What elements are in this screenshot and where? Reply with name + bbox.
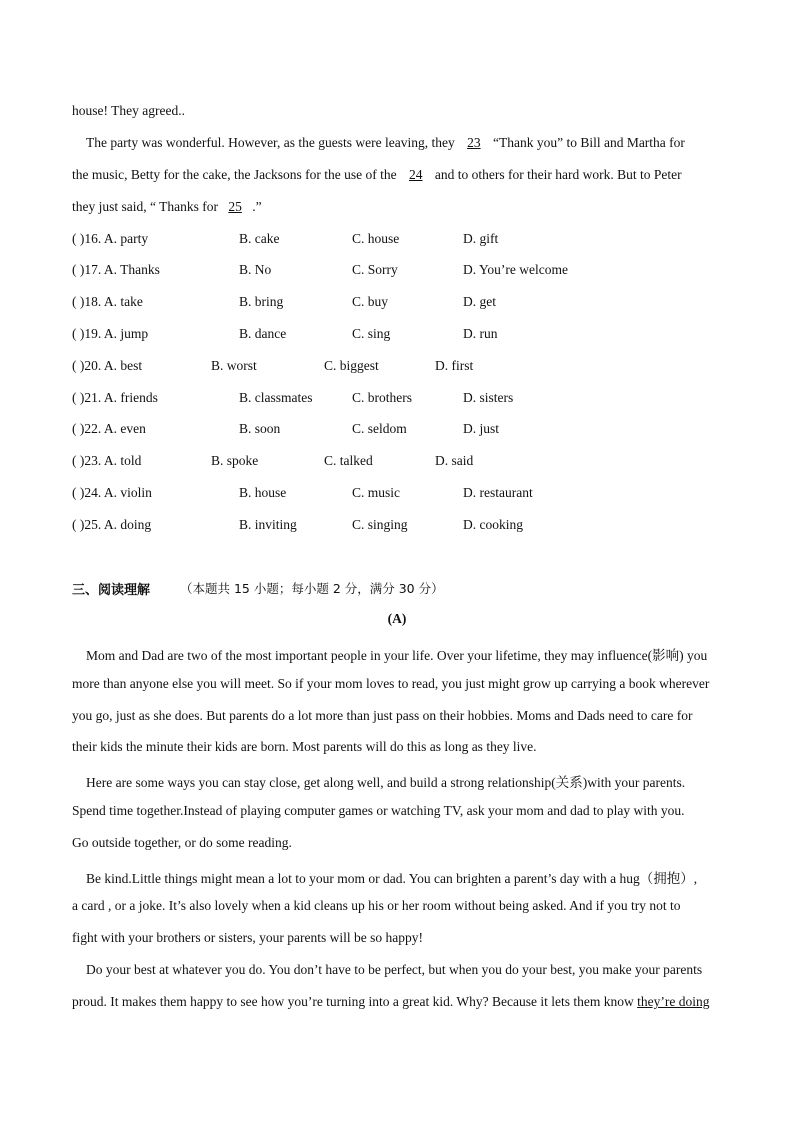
reading-line: Here are some ways you can stay close, get along well, and build a strong relationship(关系)with your parents. [86, 775, 686, 790]
reading-line: Spend time together.Instead of playing computer games or watching TV, ask your mom and dad to play with you. [72, 803, 685, 818]
reading-line: Mom and Dad are two of the most important people in your life. Over your lifetime, they may influence(影响) you [86, 648, 708, 663]
blank-25: 25 [228, 199, 242, 214]
blank-23: 23 [467, 135, 481, 150]
reading-line: proud. It makes them happy to see how you’re turning into a great kid. Why? Because it lets them know they’re doing [72, 994, 710, 1009]
passage-line: The party was wonderful. However, as the guests were leaving, they 23 “Thank you” to Bill and Martha for [86, 135, 685, 150]
question-row: ( )24. A. violin B. house C. music D. restaurant [72, 485, 533, 500]
reading-line: their kids the minute their kids are born. Most parents will do this as long as they live. [72, 739, 537, 754]
passage-line: the music, Betty for the cake, the Jacksons for the use of the 24 and to others for their hard work. But to Peter [72, 167, 682, 182]
question-row: ( )16. A. party B. cake C. house D. gift [72, 231, 499, 246]
reading-line: you go, just as she does. But parents do a lot more than just pass on their hobbies. Moms and Dads need to care for [72, 708, 693, 723]
passage-label: (A) [387, 611, 407, 626]
underlined-phrase: they’re doing [637, 994, 710, 1009]
reading-line: fight with your brothers or sisters, your parents will be so happy! [72, 930, 423, 945]
passage-line: house! They agreed.. [72, 103, 185, 118]
section-note: （本题共 15 小题；每小题 2 分，满分 30 分） [180, 581, 444, 596]
passage-line: they just said, “ Thanks for 25 .” [72, 199, 262, 214]
question-row: ( )23. A. told B. spoke C. talked D. said [72, 453, 474, 468]
section-title: 三、阅读理解 [72, 583, 151, 598]
question-row: ( )22. A. even B. soon C. seldom D. just [72, 421, 500, 436]
reading-line: a card , or a joke. It’s also lovely when a kid cleans up his or her room without being asked. And if you try not to [72, 898, 681, 913]
reading-line: Do your best at whatever you do. You don’t have to be perfect, but when you do your best, you make your parents [86, 962, 703, 977]
reading-line: Go outside together, or do some reading. [72, 835, 292, 850]
question-row: ( )25. A. doing B. inviting C. singing D. cooking [72, 517, 523, 532]
question-row: ( )18. A. take B. bring C. buy D. get [72, 294, 496, 309]
question-row: ( )20. A. best B. worst C. biggest D. first [72, 358, 474, 373]
question-row: ( )21. A. friends B. classmates C. brothers D. sisters [72, 390, 514, 405]
question-row: ( )17. A. Thanks B. No C. Sorry D. You’re welcome [72, 262, 568, 277]
question-row: ( )19. A. jump B. dance C. sing D. run [72, 326, 498, 341]
reading-line: Be kind.Little things might mean a lot to your mom or dad. You can brighten a parent’s day with a hug（拥抱）, [86, 871, 698, 886]
blank-24: 24 [409, 167, 423, 182]
reading-line: more than anyone else you will meet. So if your mom loves to read, you just might grow up carrying a book wherever [72, 676, 710, 691]
